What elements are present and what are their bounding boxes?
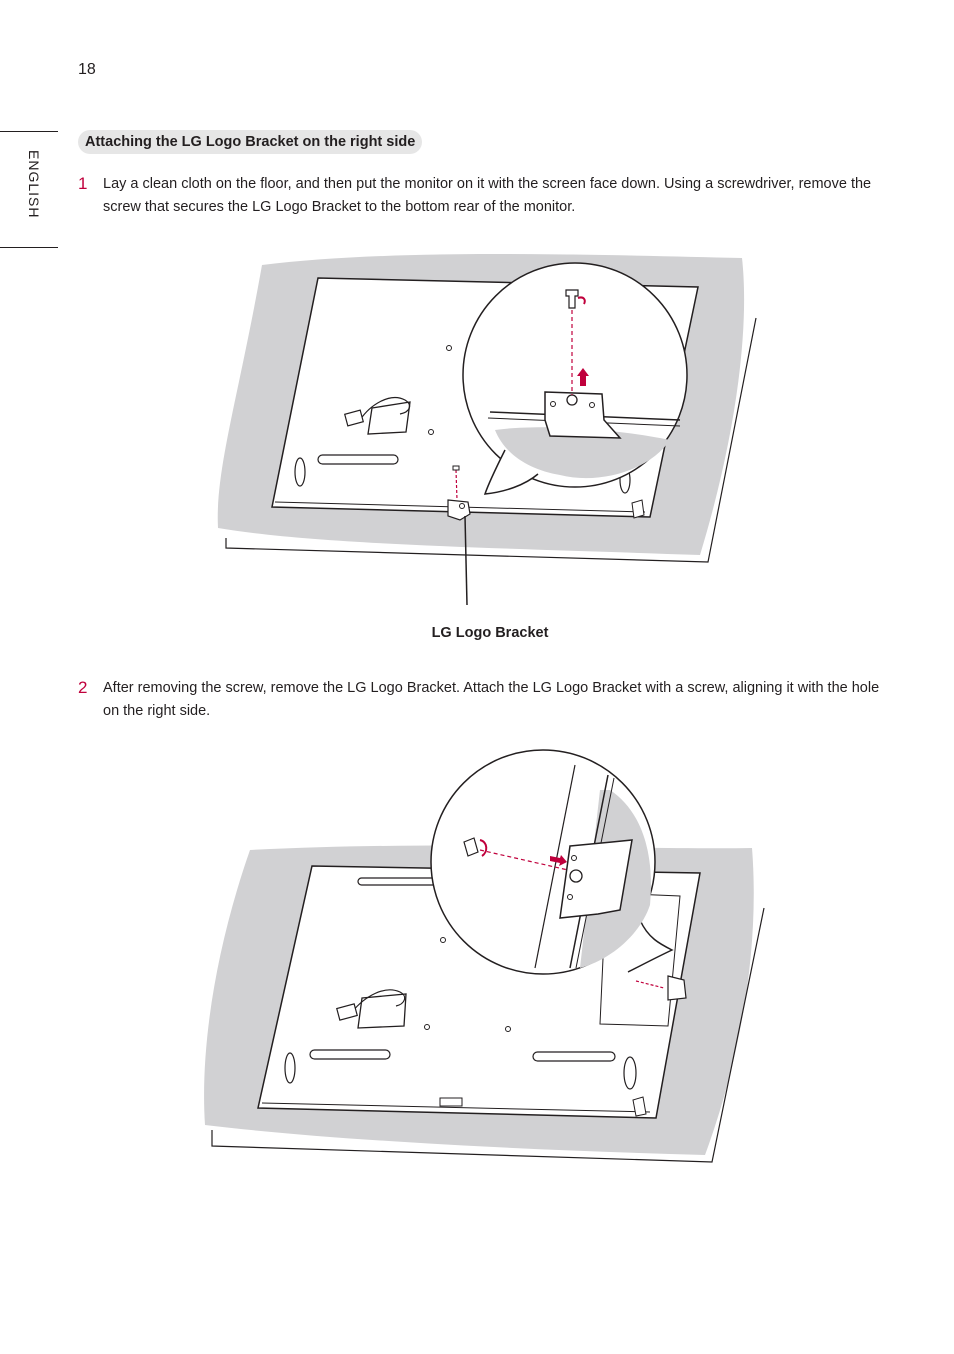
step-2-number: 2 [78,678,88,697]
figure-remove-bracket [0,240,954,620]
figure-1-caption: LG Logo Bracket [431,625,549,641]
side-language-tab: ENGLISH [26,150,42,219]
section-heading: Attaching the LG Logo Bracket on the right side [78,130,422,154]
page-number: 18 [78,61,96,78]
side-tab-top-rule [0,131,58,132]
figure-attach-bracket [0,740,954,1170]
step-1-number: 1 [78,174,88,193]
step-1-text: Lay a clean cloth on the floor, and then put the monitor on it with the screen face down. Using a screwdriver, remove the screw that secures the LG Logo Bracket to the bottom rear of the monitor. [103,176,872,215]
step-2-text: After removing the screw, remove the LG Logo Bracket. Attach the LG Logo Bracket with a screw, aligning it with the hole on the right side. [103,680,880,719]
